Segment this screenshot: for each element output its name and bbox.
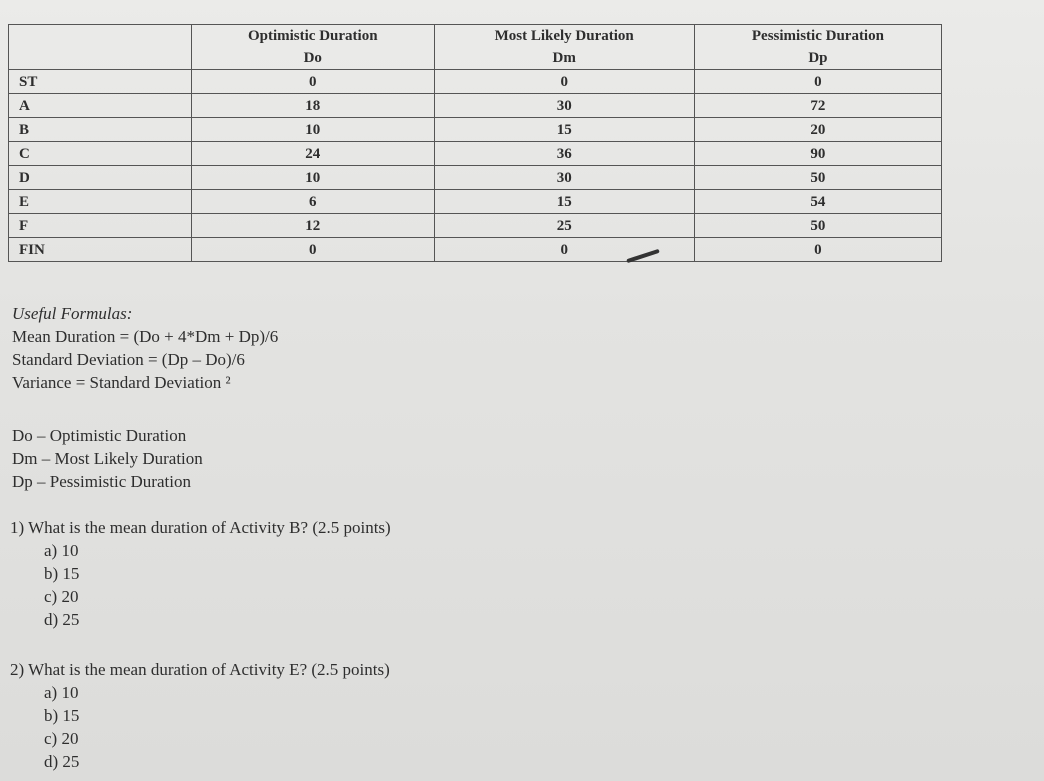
header-optimistic-title: Optimistic Duration xyxy=(247,28,378,44)
dp-cell: 0 xyxy=(694,238,941,262)
header-optimistic xyxy=(192,25,435,70)
do-cell: 0 xyxy=(192,70,435,94)
do-cell: 10 xyxy=(192,166,435,190)
definition-item: Dm – Most Likely Duration xyxy=(12,449,203,468)
dm-cell: 30 xyxy=(434,94,694,118)
header-activity xyxy=(9,25,192,70)
dm-cell: 36 xyxy=(434,142,694,166)
header-optimistic-sub: Do xyxy=(303,50,322,66)
variance-formula: Variance = Standard Deviation ² xyxy=(12,373,231,392)
question-stem: 1) What is the mean duration of Activity B? (2.5 points) xyxy=(10,518,391,537)
header-pessimistic xyxy=(694,25,941,70)
do-cell: 18 xyxy=(192,94,435,118)
activity-cell: A xyxy=(9,94,192,118)
table-row xyxy=(9,70,942,94)
table-row xyxy=(9,214,942,238)
activity-cell: B xyxy=(9,118,192,142)
do-cell: 24 xyxy=(192,142,435,166)
formulas-title: Useful Formulas: xyxy=(12,304,133,323)
table-row xyxy=(9,190,942,214)
stddev-formula: Standard Deviation = (Dp – Do)/6 xyxy=(12,350,245,369)
do-cell: 10 xyxy=(192,118,435,142)
header-most-likely-sub: Dm xyxy=(552,50,576,66)
definition-item: Do – Optimistic Duration xyxy=(12,426,187,445)
dm-cell: 0 xyxy=(434,238,694,262)
mean-formula: Mean Duration = (Do + 4*Dm + Dp)/6 xyxy=(12,327,279,346)
table-row xyxy=(9,166,942,190)
table-row xyxy=(9,238,942,262)
do-cell: 0 xyxy=(192,238,435,262)
dm-cell: 15 xyxy=(434,118,694,142)
activity-cell: FIN xyxy=(9,238,192,262)
answer-option[interactable]: d) 25 xyxy=(44,610,80,629)
answer-option[interactable]: c) 20 xyxy=(44,729,79,748)
do-cell: 6 xyxy=(192,190,435,214)
option-list xyxy=(10,681,390,773)
dp-cell: 50 xyxy=(694,166,941,190)
answer-option[interactable]: a) 10 xyxy=(44,683,79,702)
question-stem: 2) What is the mean duration of Activity E? (2.5 points) xyxy=(10,660,390,679)
table-row xyxy=(9,118,942,142)
question-1 xyxy=(10,516,391,631)
duration-table xyxy=(8,24,942,262)
answer-option[interactable]: b) 15 xyxy=(44,706,80,725)
dm-cell: 25 xyxy=(434,214,694,238)
activity-cell: F xyxy=(9,214,192,238)
dp-cell: 90 xyxy=(694,142,941,166)
table-row xyxy=(9,142,942,166)
dm-cell: 0 xyxy=(434,70,694,94)
header-pessimistic-sub: Dp xyxy=(808,50,828,66)
option-list xyxy=(10,539,391,631)
dp-cell: 20 xyxy=(694,118,941,142)
header-most-likely xyxy=(434,25,694,70)
formulas-section xyxy=(12,302,278,394)
activity-cell: C xyxy=(9,142,192,166)
answer-option[interactable]: b) 15 xyxy=(44,564,80,583)
header-most-likely-title: Most Likely Duration xyxy=(494,28,634,44)
table-header-row xyxy=(9,25,942,70)
answer-option[interactable]: a) 10 xyxy=(44,541,79,560)
activity-cell: D xyxy=(9,166,192,190)
dp-cell: 54 xyxy=(694,190,941,214)
do-cell: 12 xyxy=(192,214,435,238)
dp-cell: 50 xyxy=(694,214,941,238)
question-2 xyxy=(10,658,390,773)
answer-option[interactable]: d) 25 xyxy=(44,752,80,771)
definitions-section xyxy=(12,424,203,493)
activity-cell: E xyxy=(9,190,192,214)
definition-item: Dp – Pessimistic Duration xyxy=(12,472,191,491)
answer-option[interactable]: c) 20 xyxy=(44,587,79,606)
dp-cell: 72 xyxy=(694,94,941,118)
dm-cell: 15 xyxy=(434,190,694,214)
dm-cell: 30 xyxy=(434,166,694,190)
header-pessimistic-title: Pessimistic Duration xyxy=(751,28,884,44)
table-row xyxy=(9,94,942,118)
activity-cell: ST xyxy=(9,70,192,94)
dp-cell: 0 xyxy=(694,70,941,94)
